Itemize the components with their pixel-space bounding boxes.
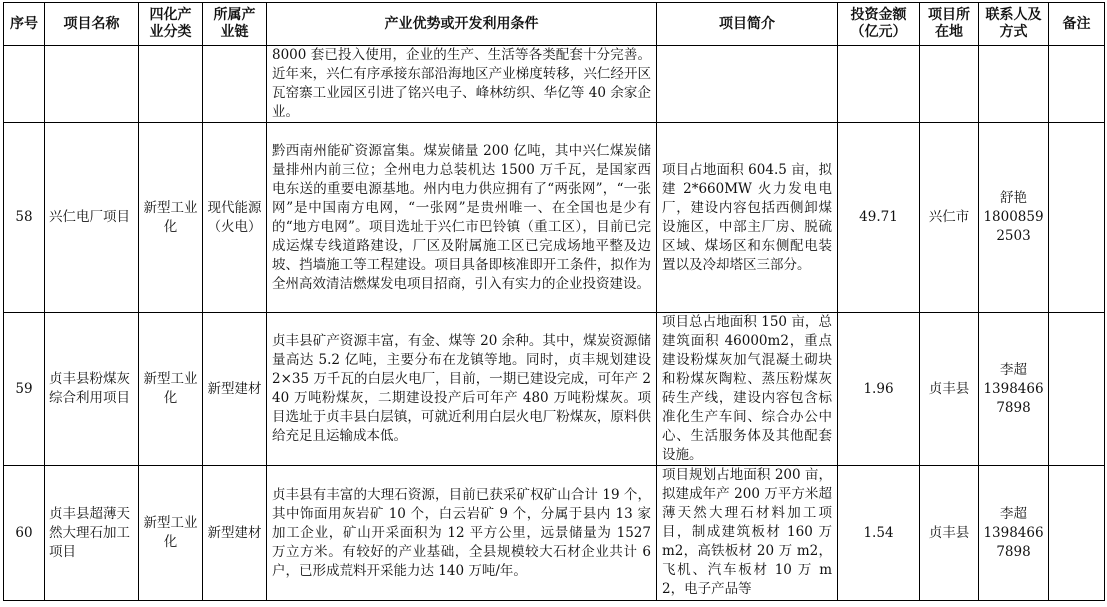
- cell-chain: 新型建材: [203, 466, 267, 601]
- cell-investment: 49.71: [838, 123, 920, 313]
- header-chain: 所属产业链: [203, 3, 267, 46]
- header-remark: 备注: [1049, 3, 1105, 46]
- cell-intro: 项目总占地面积 150 亩，总建筑面积 46000m2，重点建设粉煤灰加气混凝土砌块和粉煤灰陶粒、蒸压粉煤灰砖生产线，建设内容包含标准化生产车间、综合办公中心、生活服务体及其他配套设施。: [657, 313, 838, 466]
- cell-conditions: 8000 套已投入使用，企业的生产、生活等各类配套十分完善。近年来，兴仁有序承接东部沿海地区产业梯度转移，兴仁经开区瓦窑寨工业园区引进了铭兴电子、峰林纺织、华亿等 40 余家企业。: [267, 46, 657, 123]
- cell-category: 新型工业化: [139, 466, 203, 601]
- cell-category: 新型工业化: [139, 313, 203, 466]
- cell-name: 贞丰县超薄天然大理石加工项目: [45, 466, 139, 601]
- cell-location: 贞丰县: [920, 466, 979, 601]
- cell-intro: 项目占地面积 604.5 亩，拟建 2*660MW 火力发电电厂，建设内容包括西侧卸煤设施区，中部主厂房、脱硫区域、煤场区和东侧配电装置以及冷却塔区三部分。: [657, 123, 838, 313]
- cell-category: 新型工业化: [139, 123, 203, 313]
- cell-conditions: 贞丰县矿产资源丰富，有金、煤等 20 余种。其中，煤炭资源储量高达 5.2 亿吨，主要分布在龙镇等地。同时，贞丰规划建设 2×35 万千瓦的白层火电厂，目前，一期已建设完成，可年产 240 万吨粉煤灰，二期建设投产后可年产 480 万吨粉煤灰。项目选址于贞丰县白层镇，可就近利用白层火电厂粉煤灰，原料供给充足且运输成本低。: [267, 313, 657, 466]
- cell-name: 兴仁电厂项目: [45, 123, 139, 313]
- cell-contact: [979, 466, 1049, 601]
- cell-remark: [1049, 313, 1105, 466]
- contact-phone: 13984667898: [983, 524, 1044, 560]
- table-row: [4, 313, 1105, 466]
- contact-phone: 18008592503: [983, 209, 1044, 244]
- contact-name: 李超: [1000, 361, 1027, 378]
- cell-empty: [139, 46, 203, 123]
- cell-empty: [45, 46, 139, 123]
- contact-name: 舒艳: [1000, 190, 1027, 206]
- cell-remark: [1049, 123, 1105, 313]
- contact-name: 李超: [1000, 505, 1027, 522]
- cell-intro: 项目规划占地面积 200 亩，拟建成年产 200 万平方米超薄天然大理石材料加工项目，制成建筑板材 160 万 m2，高铁板材 20 万 m2，飞机、汽车板材 10 万 m2，电子产品等: [657, 466, 838, 601]
- cell-empty: [838, 46, 920, 123]
- table-row-continued: [4, 46, 1105, 123]
- header-row: [4, 3, 1105, 46]
- cell-empty: [979, 46, 1049, 123]
- cell-conditions: 贞丰县有丰富的大理石资源，目前已获采矿权矿山合计 19 个，其中饰面用灰岩矿 10 个，白云岩矿 9 个，分属于县内 13 家加工企业，矿山开采面积为 12 平方公里，远景储量为 1527 万立方米。有较好的产业基础，全县规模较大石材企业共计 6 户，已形成荒料开采能力达 140 万吨/年。: [267, 466, 657, 601]
- cell-seq: 58: [4, 123, 45, 313]
- cell-chain: 新型建材: [203, 313, 267, 466]
- header-investment: 投资金额（亿元）: [838, 3, 920, 46]
- header-conditions: 产业优势或开发利用条件: [267, 3, 657, 46]
- cell-empty: [1049, 46, 1105, 123]
- cell-seq: 59: [4, 313, 45, 466]
- cell-conditions: 黔西南州能矿资源富集。煤炭储量 200 亿吨，其中兴仁煤炭储量排州内前三位；全州电力总装机达 1500 万千瓦，是国家西电东送的重要电源基地。州内电力供应拥有了“两张网”，“一张网”是中国南方电网，“一张网”是贵州唯一、在全国也是少有的“地方电网”。项目选址于兴仁市巴铃镇（重工区），目前已完成运煤专线道路建设，厂区及附属施工区已完成场地平整及边坡、挡墙施工等工程建设。项目具备即核准即开工条件，拟作为全州高效清洁燃煤发电项目招商，引入有实力的企业投资建设。: [267, 123, 657, 313]
- header-location: 项目所在地: [920, 3, 979, 46]
- cell-empty: [920, 46, 979, 123]
- cell-name: 贞丰县粉煤灰综合利用项目: [45, 313, 139, 466]
- project-table: [3, 2, 1105, 601]
- table-row: [4, 466, 1105, 601]
- header-name: 项目名称: [45, 3, 139, 46]
- cell-location: 贞丰县: [920, 313, 979, 466]
- cell-empty: [203, 46, 267, 123]
- cell-contact: [979, 313, 1049, 466]
- cell-empty: [4, 46, 45, 123]
- table-row: [4, 123, 1105, 313]
- header-intro: 项目简介: [657, 3, 838, 46]
- cell-chain: 现代能源（火电）: [203, 123, 267, 313]
- cell-location: 兴仁市: [920, 123, 979, 313]
- cell-remark: [1049, 466, 1105, 601]
- header-contact: 联系人及方式: [979, 3, 1049, 46]
- cell-empty: [657, 46, 838, 123]
- contact-phone: 13984667898: [983, 380, 1044, 416]
- cell-investment: 1.96: [838, 313, 920, 466]
- cell-contact: [979, 123, 1049, 313]
- header-category: 四化产业分类: [139, 3, 203, 46]
- cell-investment: 1.54: [838, 466, 920, 601]
- header-seq: 序号: [4, 3, 45, 46]
- cell-seq: 60: [4, 466, 45, 601]
